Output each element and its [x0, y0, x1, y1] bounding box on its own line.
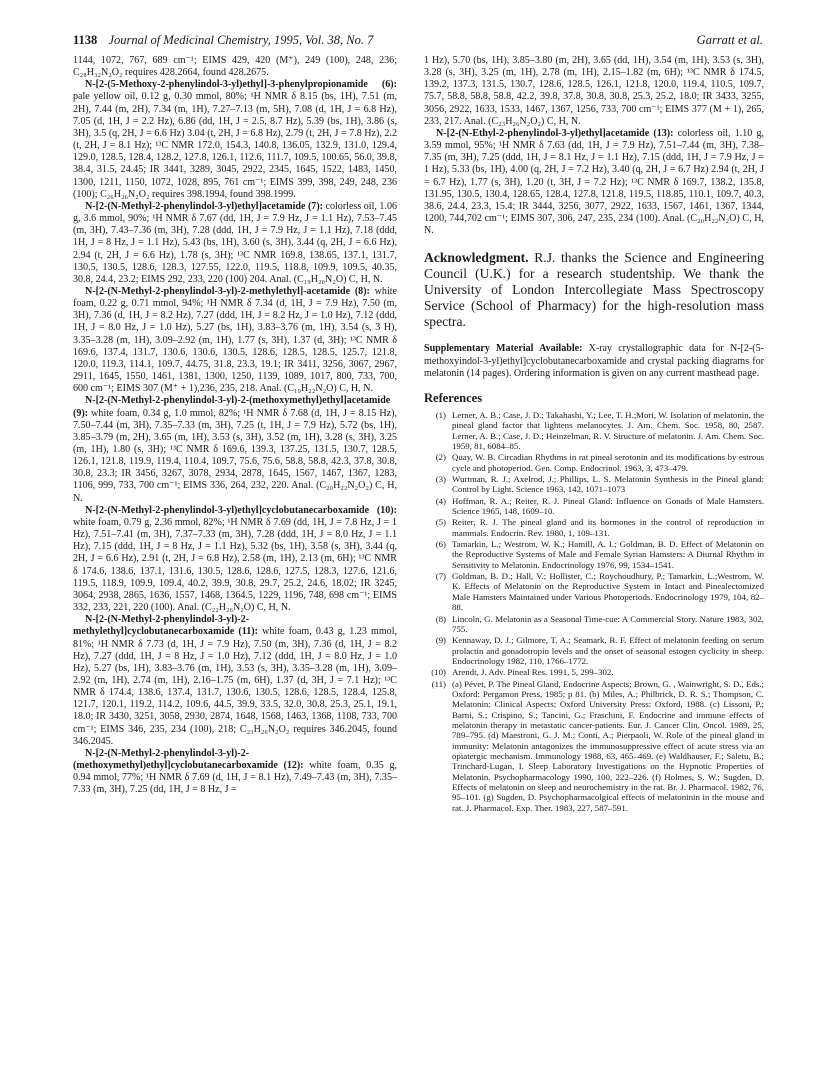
compound-name: N-[2-(N-Methyl-2-phenylindol-3-yl)-2-methylethyl]cyclobutanecarboxamide (11):	[73, 614, 258, 638]
compound-name: N-[2-(N-Methyl-2-phenylindol-3-yl)ethyl]acetamide (7):	[85, 200, 324, 212]
reference-item	[424, 571, 764, 612]
reference-number: (8)	[435, 613, 446, 624]
compound-paragraph	[73, 614, 397, 748]
running-header	[73, 30, 763, 50]
compound-paragraph	[73, 201, 397, 286]
compound-data: white foam, 0.43 g, 1.23 mmol, 81%; ¹H NMR δ 7.73 (d, 1H, J = 7.9 Hz), 7.50 (m, 3H), 7.36 (d, 1H, J = 8.2 Hz), 7.27 (ddd, 1H, J = 8 Hz, J = 1.0 Hz), 7.12 (ddd, 1H, J = 8.0 Hz, J = 1.0 Hz), 5.27 (bs, 1H), 3.83–3.76 (m, 1H), 3.53 (s, 3H), 3.35–3.28 (m, 1H), 3.09–2.92 (m, 1H), 2.74 (m, 1H), 2.16–1.75 (m, 6H), 1.37 (d, 3H, J = 7.1 Hz); ¹³C NMR δ 174.4, 138.6, 137.4, 131.7, 130.6, 130.5, 128.6, 128.5, 128.4, 125.8, 121.7, 120.1, 119.2, 114.2, 109.6, 44.5, 39.9, 33.5, 32.0, 30.8, 25.3, 25.1, 19.1, 18.0; IR 3430, 3251, 3058, 2930, 2874, 1648, 1568, 1463, 1368, 1108, 733, 700 cm⁻¹; EIMS 346, 235, 234 (100), 218; C₂₃H₂₆N₂O₂ requires 346.2045, found 346.2045.	[73, 626, 398, 747]
compound-name: N-[2-(N-Methyl-2-phenylindol-3-yl)-2-methylethyl]-acetamide (8):	[85, 285, 370, 297]
reference-item	[424, 474, 764, 495]
reference-text: Tamarkin, L.; Westrom, W. K.; Hamill, A. I.; Goldman, B. D. Effect of Melatonin on the Reproductive Systems of Male and Female Syrian Hamsters: A Diurnal Rhythm in Sensitivity to Melatonin. Endocrinology 1976, 99, 1534–1541.	[452, 539, 764, 570]
journal-citation: Journal of Medicinal Chemistry, 1995, Vol. 38, No. 7	[108, 33, 374, 47]
reference-item	[424, 517, 764, 538]
compound-paragraph	[73, 55, 397, 79]
compound-data: white foam, 0.79 g, 2.36 mmol, 82%; ¹H NMR δ 7.69 (dd, 1H, J = 7.8 Hz, J = 1 Hz), 7.51–7.41 (m, 3H), 7.37–7.33 (m, 3H), 7.28 (ddd, 1H, J = 8.0 Hz, J = 1.1 Hz), 7.15 (ddd, 1H, J = 8 Hz, J = 1.1 Hz), 5.32 (bs, 1H), 3.58 (s, 3H), 3.44 (q, 2H, J = 6.6 Hz), 2.91 (t, 2H, J = 6.8 Hz), 2.58 (m, 1H), 2.13 (m, 6H); ¹³C NMR δ 174.6, 138.6, 137.1, 131.6, 130.5, 128.6, 128.6, 127.5, 128.3, 127.6, 121.6, 119.5, 118.9, 109.9, 109.4, 40.2, 39.9, 30.8, 29.7, 25.2, 24.6, 18.02; IR 3245, 3064, 2938, 2865, 1636, 1557, 1468, 1364.5, 1229, 1196, 748, 698 cm⁻¹; EIMS 332, 233, 221, 220 (100). Anal. (C₂₂H₂₆N₂O) C, H, N.	[73, 516, 397, 614]
reference-text: Hoffman, R. A.; Reiter, R. J. Pineal Gland: Influence on Gonads of Male Hamsters. Science 1965, 148, 1609–10.	[452, 495, 764, 517]
compound-name: N-[2-(N-Methyl-2-phenylindol-3-yl)-2-(methoxymethyl)ethyl]cyclobutanecarboxamide (12):	[73, 747, 304, 772]
compound-data: 1144, 1072, 767, 689 cm⁻¹; EIMS 429, 420 (M⁺), 249 (100), 248, 236; C₂₈H₃₂N₂O₂ requires 428.2664, found 428.2675.	[73, 55, 397, 79]
acknowledgment-text: R.J. thanks the Science and Engineering Council (U.K.) for a research studentship. We thank the University of London Intercollegiate Mass Spectroscopy Service (School of Pharmacy) for the high-resolution mass spectra.	[424, 250, 764, 330]
reference-text: Lincoln, G. Melatonin as a Seasonal Time-cue: A Commercial Story. Nature 1983, 302, 755.	[452, 613, 764, 634]
compound-data: white foam, 0.34 g, 1.0 mmol, 82%; ¹H NMR δ 7.68 (d, 1H, J = 8.15 Hz), 7.50–7.44 (m, 3H), 7.35–7.33 (m, 3H), 7.25 (t, 1H, J = 7.9 Hz), 5.72 (bs, 1H), 3.85–3.79 (m, 2H), 3.65 (m, 1H), 3.53 (s, 3H), 3.52 (m, 1H), 3.28 (s, 3H), 3.25 (m, 1H), 1.80 (s, 3H); ¹³C NMR δ 169.6, 139.3, 137.25, 131.5, 130.7, 128.5, 126.1, 121.8, 119.9, 119.4, 110.4, 109.7, 75.6, 75.6, 58.8, 58.8, 42.3, 37.8, 30.8, 30.8, 23.3; IR 3456, 3267, 3078, 2934, 2878, 1645, 1567, 1467, 1367, 1283, 1106, 999, 733, 700 cm⁻¹; EIMS 336, 264, 232, 220. Anal. (C₂₀H₂₂N₂O₂) C, H, N.	[73, 407, 397, 504]
compound-data: colorless oil, 1.10 g, 3.59 mmol, 95%; ¹H NMR δ 7.63 (dd, 1H, J = 7.9 Hz), 7.51–7.44 (m, 3H), 7.38–7.35 (m, 3H), 7.25 (ddd, 1H, J = 8.1 Hz, J = 1.1 Hz), 7.15 (ddd, 1H, J = 7.9 Hz, J = 1 Hz), 5.33 (bs, 1H), 4.00 (q, 2H, J = 7.2 Hz), 3.40 (q, 2H, J = 6.7 Hz) 2.94 (t, 2H, J = 6.7 Hz), 1.77 (s, 3H), 1.20 (t, 3H, J = 7.2 Hz); ¹³C NMR δ 169.7, 138.2, 135.8, 131.95, 130.5, 130.4, 128.65, 128.4, 127.8, 121.8, 119.5, 118.85, 110.1, 109.7, 40.3, 38.6, 24.4, 23.3, 15.4; IR 3444, 3256, 3077, 2922, 1633, 1567, 1461, 1367, 1344, 1200, 744,702 cm⁻¹; EIMS 307, 306, 247, 235, 234 (100). Anal. (C₂₀H₂₂N₂O) C, H, N.	[424, 127, 764, 237]
left-column	[73, 55, 397, 797]
acknowledgment-heading: Acknowledgment.	[424, 250, 529, 266]
compound-name: N-[2-(5-Methoxy-2-phenylindol-3-yl)ethyl]-3-phenylpropionamide (6):	[85, 79, 397, 91]
reference-item	[424, 679, 764, 813]
reference-number: (5)	[435, 517, 446, 528]
page-number: 1138	[73, 33, 98, 47]
supplementary-material	[424, 343, 764, 379]
right-experimental-text	[424, 55, 764, 237]
compound-paragraph	[73, 505, 397, 614]
reference-item	[424, 635, 764, 666]
reference-text: Lerner, A. B.; Case, J. D.; Takahashi, Y.; Lee, T. H.;Mori, W. Isolation of melatonin, the pineal gland factor that lightens melanocytes. J. Am. Chem. Soc. 1958, 80, 2587. Lerner, A. B.; Case, J. D.; Heinzelman, R. V. Structure of melatonin. J. Am. Chem. Soc. 1959, 81, 6084–85.	[452, 409, 764, 451]
compound-data: white foam, 0.35 g, 0.94 mmol, 77%; ¹H NMR δ 7.69 (d, 1H, J = 8.1 Hz), 7.49–7.43 (m, 3H), 7.35–7.33 (m, 3H), 7.25 (dd, 1H, J = 8 Hz, J =	[73, 760, 398, 796]
compound-data: colorless oil, 1.06 g, 3.6 mmol, 90%; ¹H NMR δ 7.67 (dd, 1H, J = 7.9 Hz, J = 1.1 Hz), 7.53–7.45 (m, 3H), 7.43–7.36 (m, 3H), 7.28 (ddd, 1H, J = 7.9 Hz, J = 1.1 Hz), 7.18 (ddd, 1H, J = 8 Hz, J = 1.1 Hz), 5.43 (bs, 1H), 3.60 (s, 3H), 3.44 (q, 2H, J = 6.6 Hz), 2.94 (t, 2H, J = 6.6 Hz), 1.78 (s, 3H); ¹³C NMR 169.8, 138.65, 137.1, 131.7, 130.5, 130.5, 128.6, 128.3, 127.55, 122.0, 119.5, 118.8, 109.9, 109.5, 40.35, 30.8, 24.4, 23.2; EIMS 292, 233, 220 (100) 204. Anal. (C₁₉H₂₀N₂O) C, H, N.	[73, 200, 397, 285]
reference-text: Kennaway, D. J.; Gilmore, T. A.; Seamark, R. F. Effect of melatonin feeding on serum prolactin and gonadotropin levels and the onset of seasonal estogen cyclicity in sheep. Endocrinology 1982, 110, 1766–1772.	[452, 635, 764, 666]
compound-paragraph	[73, 395, 397, 504]
reference-number: (10)	[431, 667, 446, 678]
reference-list	[424, 410, 764, 813]
running-author: Garratt et al.	[696, 33, 763, 47]
compound-paragraph	[424, 55, 764, 128]
reference-number: (11)	[431, 678, 446, 689]
reference-number: (4)	[435, 495, 446, 506]
compound-data: 1 Hz), 5.70 (bs, 1H), 3.85–3.80 (m, 2H), 3.65 (dd, 1H), 3.54 (m, 1H), 3.53 (s, 3H), 3.28 (s, 3H), 3.25 (m, 1H), 2.78 (m, 1H), 2.15–1.82 (m, 6H); ¹³C NMR δ 174.5, 139.2, 137.3, 131.5, 130.7, 128.6, 128.5, 126.1, 121.8, 120.0, 119.4, 110.5, 109.7, 75.7, 58.8, 58.8, 58.8, 42.2, 39.8, 37.8, 30.8, 30.8, 25.3, 25.2, 18.0; IR 3433, 3255, 3056, 2922, 1633, 1533, 1467, 1367, 1256, 733, 700 cm⁻¹; EIMS 377 (M + 1), 265, 233, 217. Anal. (C₂₃H₂₆N₂O₂) C, H, N.	[424, 55, 764, 127]
reference-item	[424, 496, 764, 517]
supplementary-heading: Supplementary Material Available:	[424, 343, 583, 355]
reference-text: Goldman, B. D.; Hall, V.; Hollister, C.; Roychoudhury, P.; Tamarkin, L.;Westrom, W. K. Effects of Melatonin on the Reproductive System in Intact and Pinealectomized Male Hamsters Maintained under Various Photoperiods. Endocrinology 1979, 104, 82–88.	[452, 571, 764, 613]
reference-text: (a) Pévet, P. The Pineal Gland, Endocrine Aspects; Brown, G. , Wainwright, S. D., Eds.; Oxford: Pergamon Press, 1985; p 81. (b) Miles, A.; Philbrick, D. R. S.; Thompson, C. Melatonin: Clinical Aspects; Oxford University Press: Oxford, 1988. (c) Lissoni, P.; Barni, S.; Crispino, S.; Tancini, G.; Fraschini, F. Endocrine and immune effects of melatonin therapy in metastatic cancer-patients. Eur. J. Cancer Clin. Oncol. 1989, 25, 789–795. (d) Maestroni, G. J. M.; Conti, A.; Pierpaoli, W. Role of the pineal gland in immunity: Melatonin antagonizes the immunosuppressive effect of acute stress via an opiatergic mechanism. Immunology 1988, 63, 465–469. (e) Waldhauser, F.; Saletu, B.; Trinchard-Lugan, I. Sleep Laboratory Investigations on the Hypnotic Properties of Melatonin. Psychopharmacology 1990, 100, 222–226. (f) Holmes, S. W.; Sugden, D. Effects of melatonin on sleep and neurochemistry in the rat. Br. J. Pharmacol. 1982, 76, 95–101. (g) Sugden, D. Psychopharmacolgical effects of melatoninin in the mouse and rat. J. Pharmacol. Exp. Ther. 1983, 227, 587–591.	[452, 678, 764, 813]
acknowledgment	[424, 250, 764, 330]
reference-item	[424, 410, 764, 451]
reference-item	[424, 452, 764, 473]
compound-name: N-[2-(N-Methyl-2-phenylindol-3-yl)-2-(methoxymethyl)ethyl]acetamide (9):	[73, 395, 391, 419]
reference-number: (3)	[435, 474, 446, 485]
reference-number: (2)	[435, 452, 446, 463]
reference-text: Quay, W. B. Circadian Rhythms in rat pineal serotonin and its modifications by estrous cycle and photoperiod. Gen. Comp. Endocrinol. 1963, 3, 473–479.	[452, 452, 764, 473]
reference-item	[424, 539, 764, 570]
supplementary-text: X-ray crystallographic data for N-[2-(5-methoxyindol-3-yl)ethyl]cyclobutanecarboxamide and crystal packing diagrams for melatonin (14 pages). Ordering information is given on any current masthead page.	[424, 343, 764, 379]
compound-paragraph	[73, 79, 397, 201]
reference-number: (1)	[435, 409, 446, 420]
compound-paragraph	[73, 748, 397, 797]
compound-paragraph	[424, 128, 764, 237]
reference-number: (7)	[435, 571, 446, 582]
reference-text: Wurtman, R. J.; Axelrod, J.; Phillips, L. S. Melatonin Synthesis in the Pineal gland: Control by Light. Science 1963, 142, 1071–1073	[452, 474, 764, 495]
references-heading: References	[424, 390, 483, 405]
reference-item	[424, 667, 764, 677]
reference-number: (9)	[435, 635, 446, 646]
right-column	[424, 55, 764, 814]
compound-name: N-[2-(N-Methyl-2-phenylindol-3-yl)ethyl]cyclobutanecarboxamide (10):	[85, 504, 397, 516]
reference-text: Arendt, J. Adv. Pineal Res. 1991, 5, 299–302.	[452, 667, 614, 678]
reference-text: Reiter, R. J. The pineal gland and its hormones in the control of reproduction in mammals. Endocrin. Rev. 1980, 1, 109–131.	[452, 517, 764, 538]
reference-number: (6)	[435, 539, 446, 550]
compound-paragraph	[73, 286, 397, 395]
compound-name: N-[2-(N-Ethyl-2-phenylindol-3-yl)ethyl]acetamide (13):	[436, 127, 674, 139]
reference-item	[424, 614, 764, 635]
compound-data: white foam, 0.22 g, 0.71 mmol, 94%; ¹H NMR δ 7.34 (d, 1H, J = 7.9 Hz), 7.50 (m, 3H), 7.36 (d, 1H, J = 8.2 Hz), 7.27 (ddd, 1H, J = 8.2 Hz, J = 1.0 Hz), 7.12 (ddd, 1H, J = 8.0 Hz, J = 1.0 Hz), 5.27 (bs, 1H), 3.83–3.76 (m, 1H), 3.54 (s, 3 H), 3.35–3.28 (m, 1H), 3.09–2.92 (m, 1H), 1.77 (s, 3H), 1.37 (d, 3H); ¹³C NMR δ 169.6, 137.4, 131.7, 130.6, 130.6, 130.5, 128.6, 128.5, 128.5, 125.7, 121.8, 120.0, 119.3, 114.1, 109.7, 44.75, 31.8, 23.3, 19.1; IR 3411, 3256, 3067, 2967, 2911, 1645, 1550, 1461, 1381, 1300, 1250, 1139, 1089, 1017, 800, 733, 700, 600 cm⁻¹; EIMS 307 (M⁺ + 1),236, 235, 218. Anal. (C₁₉H₂₂N₂O) C, H, N.	[73, 285, 397, 395]
compound-data: pale yellow oil, 0.12 g, 0.30 mmol, 80%; ¹H NMR δ 8.15 (bs, 1H), 7.51 (m, 2H), 7.44 (m, 2H), 7.34 (m, 1H), 7.27–7.13 (m, 5H), 7.08 (d, 1H, J = 6.8 Hz), 7.05 (d, 1H, J = 2.2 Hz), 6.86 (dd, 1H, J = 2.5, 8.7 Hz), 5.39 (bs, 1H), 3.86 (s, 3H), 3.5 (q, 2H, J = 6.6 Hz) 3.04 (t, 2H, J = 6.8 Hz), 2.79 (t, 2H, J = 7.8 Hz), 2.2 (t, 2H, J = 8.1 Hz); ¹³C NMR 172.0, 154.3, 140.8, 136.05, 132.9, 131.0, 129.4, 129.0, 128.5, 128.4, 128.2, 127.8, 126.1, 112.6, 111.7, 109.5, 100.65, 56.0, 39.8, 38.4, 31.5, 24.45; IR 3441, 3289, 3045, 2922, 2345, 1645, 1522, 1483, 1450, 1300, 1211, 1150, 1072, 1028, 895, 761 cm⁻¹; EIMS 399, 398, 249, 248, 236 (100); C₂₆H₂₆N₂O₂ requires 398.1994, found 398.1999.	[73, 91, 397, 200]
